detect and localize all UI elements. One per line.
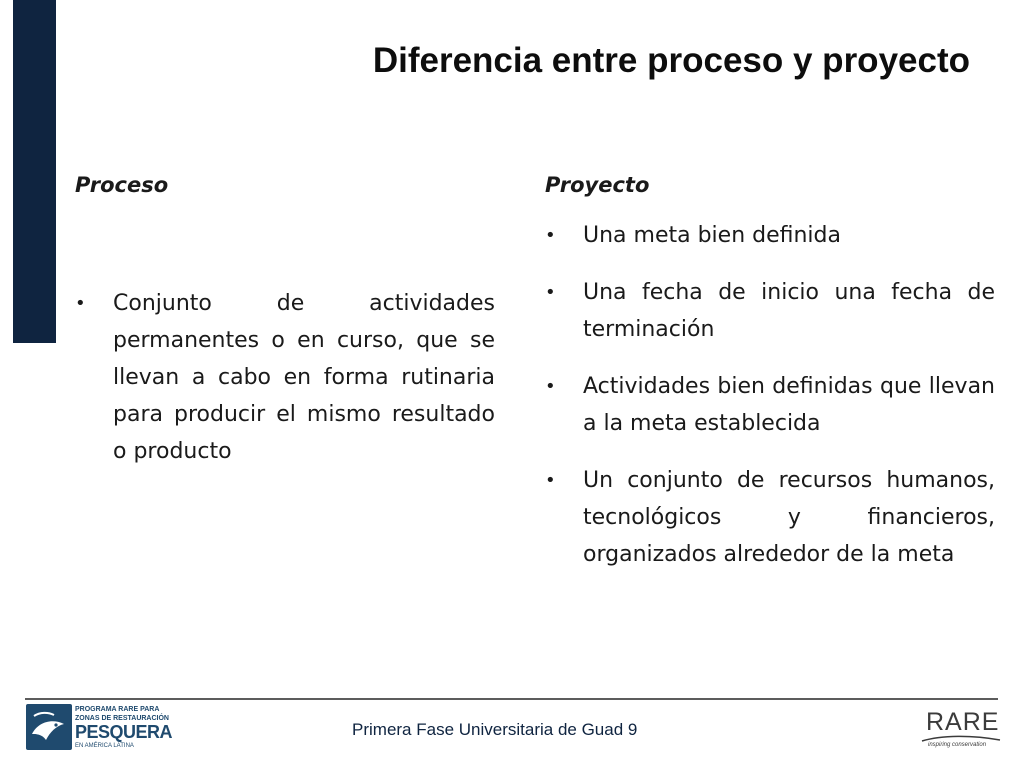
bullet-text: Conjunto de actividades permanentes o en curso, que se llevan a cabo en forma rutinaria para producir el mismo resultado o producto [113, 291, 495, 464]
bullet-text: Una meta bien definida [583, 223, 841, 248]
bullet-icon: • [545, 470, 556, 491]
bullet-icon: • [75, 293, 86, 314]
rare-logo [920, 708, 1002, 752]
bullet-icon: • [545, 282, 556, 303]
footer-divider [25, 698, 998, 700]
proyecto-bullet-list [545, 217, 995, 573]
list-item [545, 462, 995, 573]
proceso-column [75, 170, 495, 470]
list-item [545, 274, 995, 348]
list-item [75, 285, 495, 470]
bullet-text: Actividades bien definidas que llevan a la meta establecida [583, 374, 995, 436]
rare-logo-tagline: inspiring conservation [928, 742, 987, 748]
accent-side-bar [13, 0, 56, 343]
list-item [545, 217, 995, 254]
proyecto-heading: Proyecto [545, 173, 650, 197]
rare-logo-word: RARE [926, 708, 1000, 736]
logo-line-3: PESQUERA [75, 722, 173, 742]
proceso-heading: Proceso [75, 173, 169, 197]
logo-line-1: PROGRAMA RARE PARA [75, 706, 160, 713]
pesquera-logo [26, 704, 173, 752]
slide-title: Diferencia entre proceso y proyecto [372, 41, 970, 81]
bullet-text: Un conjunto de recursos humanos, tecnológicos y financieros, organizados alrededor de la meta [583, 468, 995, 567]
footer-caption: Primera Fase Universitaria de Guad 9 [352, 720, 638, 739]
list-item [545, 368, 995, 442]
logo-line-2: ZONAS DE RESTAURACIÓN [75, 715, 169, 722]
bullet-icon: • [545, 225, 556, 246]
bullet-text: Una fecha de inicio una fecha de terminación [583, 280, 995, 342]
bullet-icon: • [545, 376, 556, 397]
logo-line-4: EN AMÉRICA LATINA [75, 743, 134, 749]
fish-icon [26, 704, 72, 750]
proyecto-column [545, 170, 995, 573]
proceso-bullet-list [75, 285, 495, 470]
